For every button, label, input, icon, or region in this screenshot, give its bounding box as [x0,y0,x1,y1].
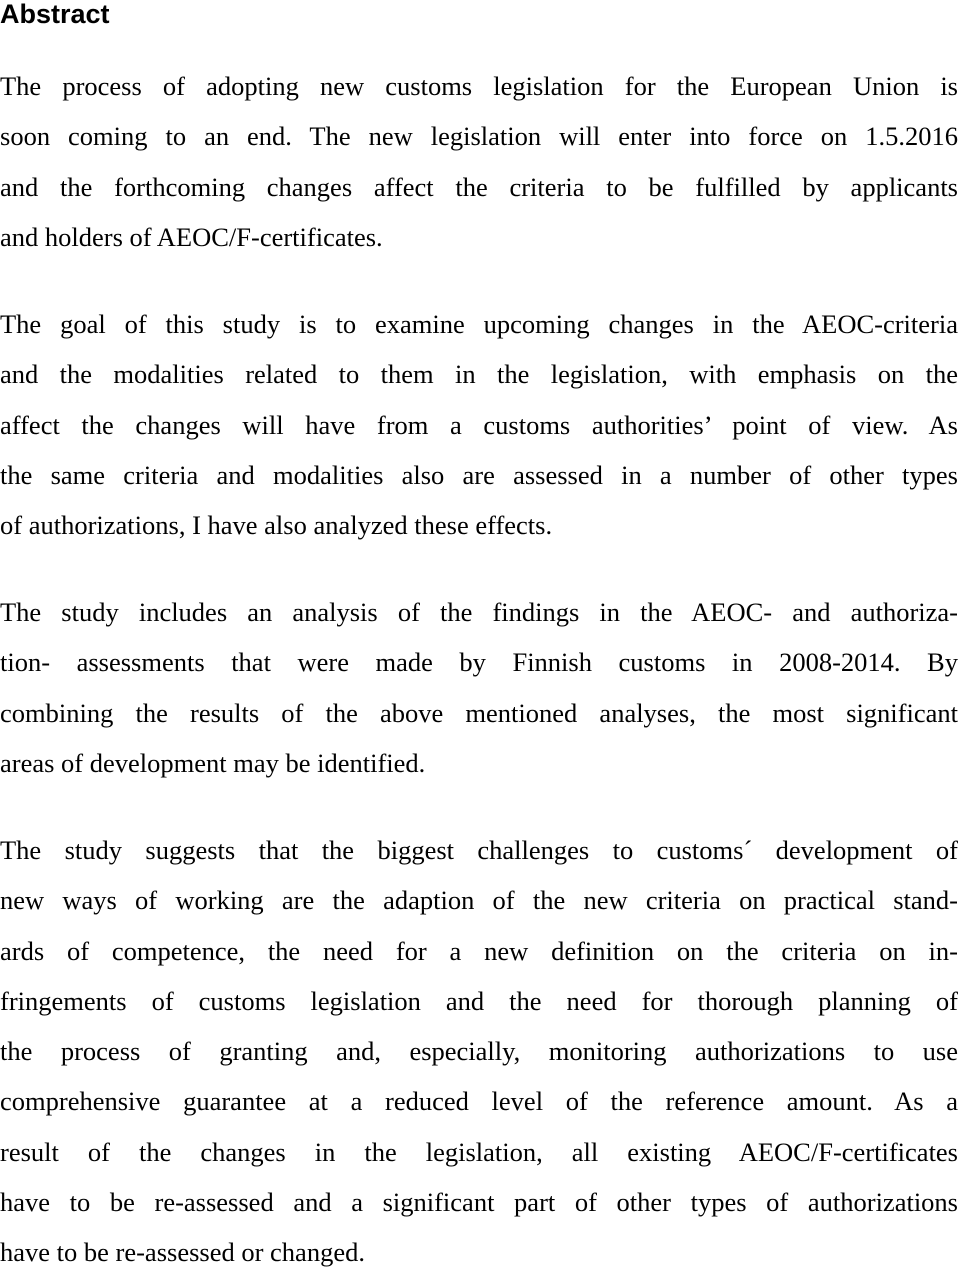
paragraph-3 [0,587,958,788]
text-line: of authorizations, I have also analyzed these effects. [0,510,553,541]
text-line: have to be re-assessed or changed. [0,1237,365,1268]
text-line: the process of granting and, especially, monitoring authorizations to use [0,1036,958,1067]
paragraph-1 [0,61,958,262]
text-line: result of the changes in the legislation, all existing AEOC/F-certificates [0,1136,958,1167]
text-line: The study includes an analysis of the findings in the AEOC- and authoriza- [0,597,958,627]
text-line: fringements of customs legislation and the need for thorough planning of [0,985,958,1016]
text-line: The goal of this study is to examine upcoming changes in the AEOC-criteria [0,309,958,339]
text-line: and the forthcoming changes affect the criteria to be fulfilled by applicants [0,171,958,202]
text-line: the same criteria and modalities also are assessed in a number of other types [0,459,958,490]
text-line: The study suggests that the biggest challenges to customs´ development of [0,835,958,865]
text-line: areas of development may be identified. [0,747,426,778]
text-line: comprehensive guarantee at a reduced level of the reference amount. As a [0,1086,958,1117]
abstract-heading: Abstract [0,0,110,29]
text-line: The process of adopting new customs legislation for the European Union is [0,71,958,101]
text-line: have to be re-assessed and a significant part of other types of authorizations [0,1187,958,1218]
text-line: ards of competence, the need for a new definition on the criteria on in- [0,935,958,966]
text-line: and the modalities related to them in the legislation, with emphasis on the [0,359,958,390]
text-line: affect the changes will have from a customs authorities’ point of view. As [0,409,958,440]
text-line: and holders of AEOC/F-certificates. [0,221,383,252]
text-line: combining the results of the above mentioned analyses, the most significant [0,697,958,728]
text-line: new ways of working are the adaption of the new criteria on practical stand- [0,885,958,916]
text-line: tion- assessments that were made by Finnish customs in 2008-2014. By [0,647,958,678]
paragraph-4 [0,825,958,1278]
paragraph-2 [0,299,958,550]
text-line: soon coming to an end. The new legislation will enter into force on 1.5.2016 [0,121,958,152]
